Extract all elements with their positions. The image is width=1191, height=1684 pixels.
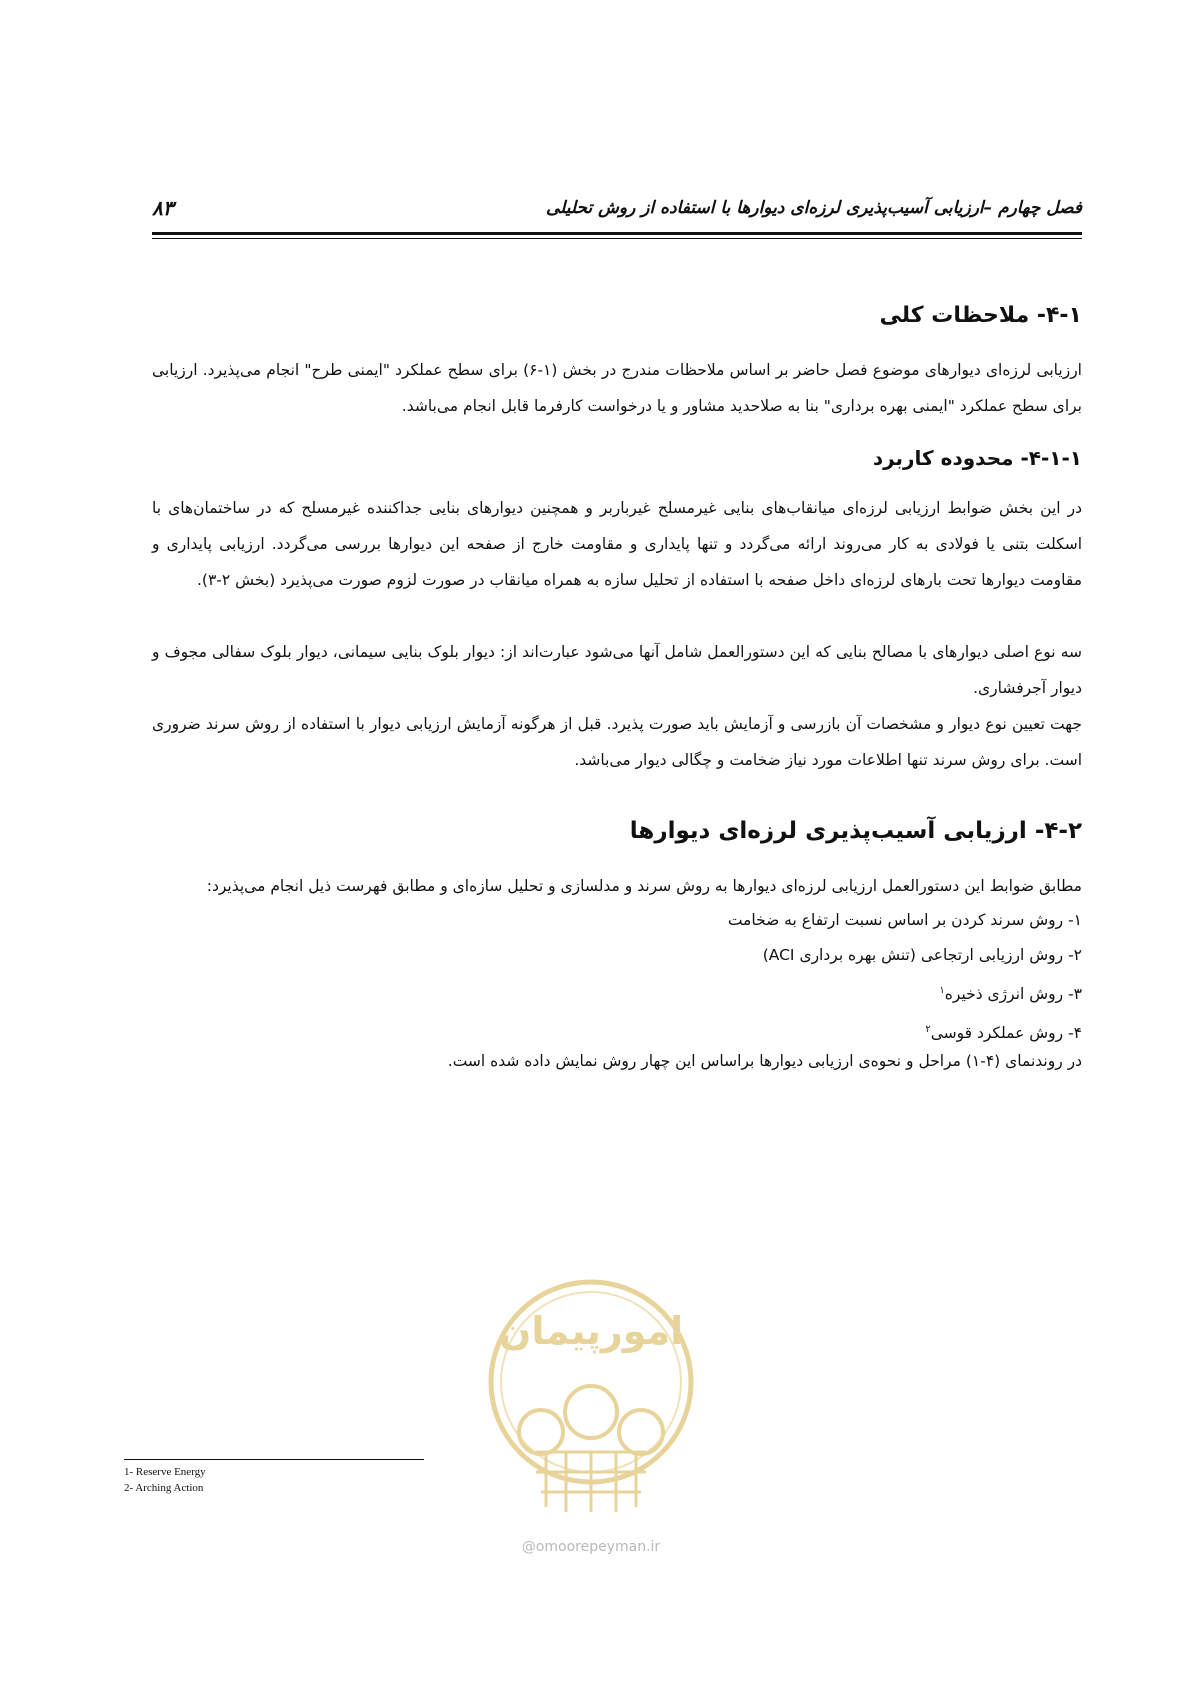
section-4-1-1-paragraph-1: در این بخش ضوابط ارزیابی لرزه‌ای میانقاب‌های بنایی غیرمسلح غیرباربر و همچنین دیوارهای بنایی جداکننده غیرمسلح که در ساختمان‌های با اسکلت بتنی یا فولادی به کار می‌روند ارائه می‌گردد و تنها پایداری و مقاومت خارج از صفحه این دیوارها بررسی می‌گردد. ارزیابی پایداری و مقاومت دیوارها تحت بارهای لرزه‌ای داخل صفحه با استفاده از تحلیل سازه به همراه میانقاب در صورت لزوم صورت می‌پذیرد (بخش ۲-۳). [152,499,1082,589]
section-4-2-closing: در روندنمای (۴-۱) مراحل و نحوه‌ی ارزیابی دیوارها براساس این چهار روش نمایش داده شده است. [447,1052,1082,1070]
page-number: ۸۳ [152,196,174,220]
footnote-separator [124,1459,424,1460]
footnote-ref: ۱ [939,985,945,996]
page-header [152,196,1082,220]
header-rule-thick [152,232,1082,235]
footnote-ref: ۲ [925,1024,931,1036]
footnote-2: 2- Arching Action [124,1482,204,1494]
section-4-2-heading: ۴-۲- ارزیابی آسیب‌پذیری لرزه‌ای دیوارها [629,818,1082,844]
list-item: ۱- روش سرند کردن بر اساس نسبت ارتفاع به ضخامت [727,911,1082,929]
section-4-1-paragraph: ارزیابی لرزه‌ای دیوارهای موضوع فصل حاضر بر اساس ملاحظات مندرج در بخش (۱-۶) برای سطح عملکرد "ایمنی طرح" انجام می‌پذیرد. ارزیابی برای سطح عملکرد "ایمنی بهره برداری" بنا به صلاحدید مشاور و یا درخواست کارفرما قابل انجام می‌باشد. [152,361,1082,415]
list-item: ۴- روش عملکرد قوسی$^۲$ [925,1024,1082,1043]
section-4-1-1-paragraph-3: جهت تعیین نوع دیوار و مشخصات آن بازرسی و آزمایش باید صورت پذیرد. قبل از هرگونه آزمایش ارزیابی دیوار با استفاده از روش سرند ضروری است. برای روش سرند تنها اطلاعات مورد نیاز ضخامت و چگالی دیوار می‌باشد. [152,715,1082,769]
section-4-1-1-paragraph-2: سه نوع اصلی دیوارهای با مصالح بنایی که این دستورالعمل شامل آنها می‌شود عبارت‌اند از: دیوار بلوک بنایی سیمانی، دیوار بلوک سفالی مجوف و دیوار آجرفشاری. [152,643,1082,697]
section-4-2-intro: مطابق ضوابط این دستورالعمل ارزیابی لرزه‌ای دیوارها به روش سرند و مدلسازی و تحلیل سازه‌ای و مطابق فهرست ذیل انجام می‌پذیرد: [206,877,1082,895]
section-4-1-heading: ۴-۱- ملاحظات کلی [879,303,1082,328]
footnote-1: 1- Reserve Energy [124,1466,206,1478]
list-item: ۳- روش انرژی ذخیره$^۱$ [939,985,1082,1004]
section-4-1-1-heading: ۴-۱-۱- محدوده کاربرد [872,446,1082,470]
running-header-title: فصل چهارم –ارزیابی آسیب‌پذیری لرزه‌ای دیوارها با استفاده از روش تحلیلی [546,198,1082,218]
footnotes [124,1464,424,1496]
watermark-logo [486,1262,696,1542]
methods-list [152,903,1082,1051]
watermark-logo-text: امورپیمان [498,1309,684,1353]
list-item: ۲- روش ارزیابی ارتجاعی (تنش بهره برداری ACI) [762,946,1082,964]
watermark-site: @omoorepeyman.ir [521,1539,661,1555]
header-rule-thin [152,238,1082,239]
